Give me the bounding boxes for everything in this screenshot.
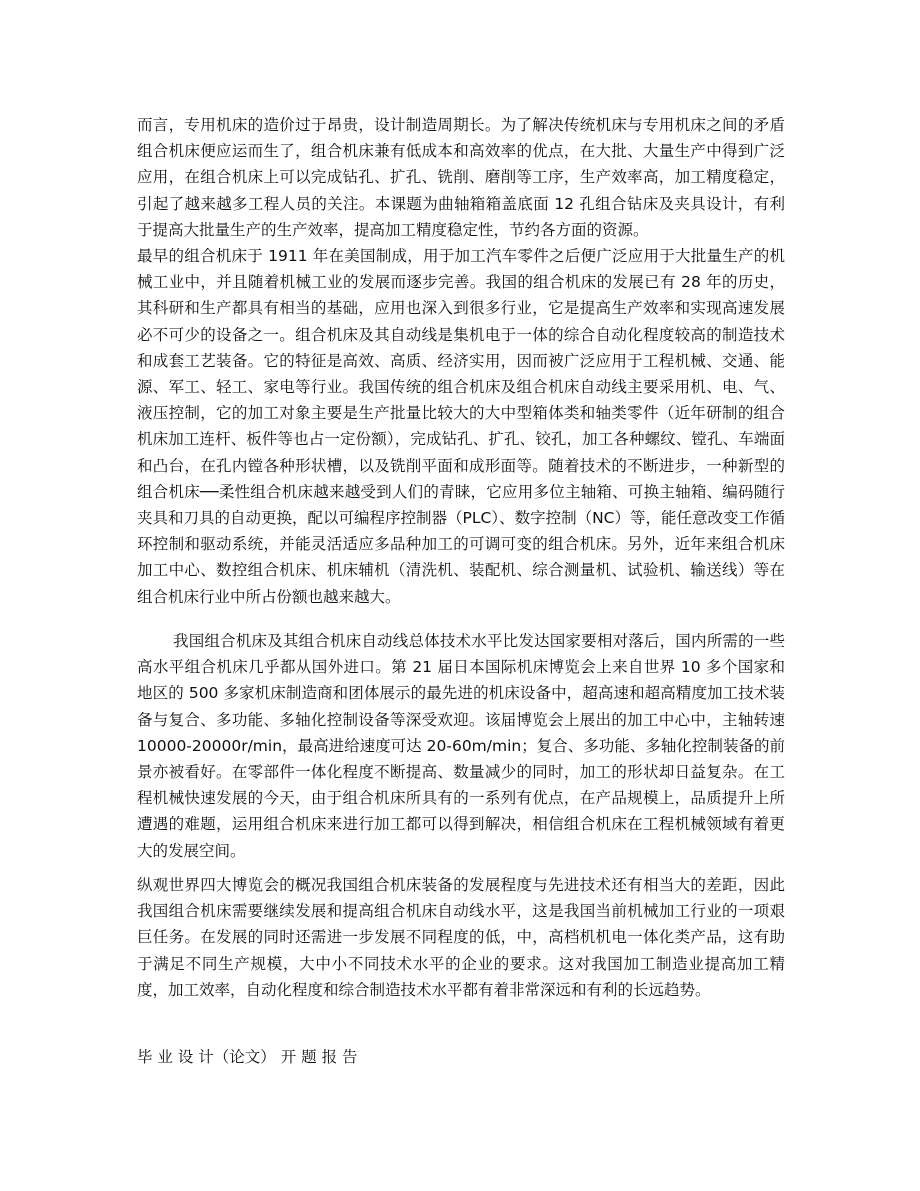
paragraph-text: 最早的组合机床于 1911 年在美国制成，用于加工汽车零件之后便广泛应用于大批量生产的机械工业中，并且随着机械工业的发展而逐步完善。我国的组合机床的发展已有 28 年的历史，其科研和生产都具有相当的基础，应用也深入到很多行业，它是提高生产效率和实现高速发展必不可少的设备之一。组合机床及其自动线是集机电于一体的综合自动化程度较高的制造技术和成套工艺装备。它的特征是高效、高质、经济实用，因而被广泛应用于工程机械、交通、能源、军工、轻工、家电等行业。我国传统的组合机床及组合机床自动线主要采用机、电、气、液压控制，它的加工对象主要是生产批量比较大的大中型箱体类和轴类零件（近年研制的组合机床加工连杆、板件等也占一定份额），完成钻孔、扩孔、铰孔，加工各种螺纹、镗孔、车端面和凸台，在孔内镗各种形状槽，以及铣削平面和成形面等。随着技术的不断进步，一种新型的组合机床──柔性组合机床越来越受到人们的青睐，它应用多位主轴箱、可换主轴箱、编码随行夹具和刀具的自动更换，配以可编程序控制器（PLC）、数字控制（NC）等，能任意改变工作循环控制和驱动系统，并能灵活适应多品种加工的可调可变的组合机床。另外，近年来组合机床加工中心、数控组合机床、机床辅机（清洗机、装配机、综合测量机、试验机、输送线）等在组合机床行业中所占份额也越来越大。: [137, 247, 785, 606]
paragraph-3: [137, 628, 785, 864]
section-heading: 毕 业 设 计（论文） 开 题 报 告: [137, 1048, 358, 1066]
paragraph-2: [137, 243, 785, 610]
paragraph-text: 而言，专用机床的造价过于昂贵，设计制造周期长。为了解决传统机床与专用机床之间的矛盾组合机床便应运而生了，组合机床兼有低成本和高效率的优点，在大批、大量生产中得到广泛应用，在组合机床上可以完成钻孔、扩孔、铣削、磨削等工序，生产效率高，加工精度稳定，引起了越来越多工程人员的关注。本课题为曲轴箱箱盖底面 12 孔组合钻床及夹具设计，有利于提高大批量生产的生产效率，提高加工精度稳定性，节约各方面的资源。: [137, 116, 785, 239]
paragraph-text: 纵观世界四大博览会的概况我国组合机床装备的发展程度与先进技术还有相当大的差距，因此我国组合机床需要继续发展和提高组合机床自动线水平，这是我国当前机械加工行业的一项艰巨任务。在发展的同时还需进一步发展不同程度的低，中，高档机机电一体化类产品，这有助于满足不同生产规模，大中小不同技术水平的企业的要求。这对我国加工制造业提高加工精度，加工效率，自动化程度和综合制造技术水平都有着非常深远和有利的长远趋势。: [137, 876, 785, 999]
paragraph-4: [137, 872, 785, 1003]
paragraph-1: [137, 112, 785, 243]
paragraph-text: 我国组合机床及其组合机床自动线总体技术水平比发达国家要相对落后，国内所需的一些高水平组合机床几乎都从国外进口。第 21 届日本国际机床博览会上来自世界 10 多个国家和地区的 500 多家机床制造商和团体展示的最先进的机床设备中，超高速和超高精度加工技术装备与复合、多功能、多轴化控制设备等深受欢迎。该届博览会上展出的加工中心中，主轴转速 10000-20000r/min，最高进给速度可达 20-60m/min；复合、多功能、多轴化控制装备的前景亦被看好。在零部件一体化程度不断提高、数量减少的同时，加工的形状却日益复杂。在工程机械快速发展的今天，由于组合机床所具有的一系列有优点，在产品规模上，品质提升上所遭遇的难题，运用组合机床来进行加工都可以得到解决，相信组合机床在工程机械领域有着更大的发展空间。: [137, 632, 785, 860]
